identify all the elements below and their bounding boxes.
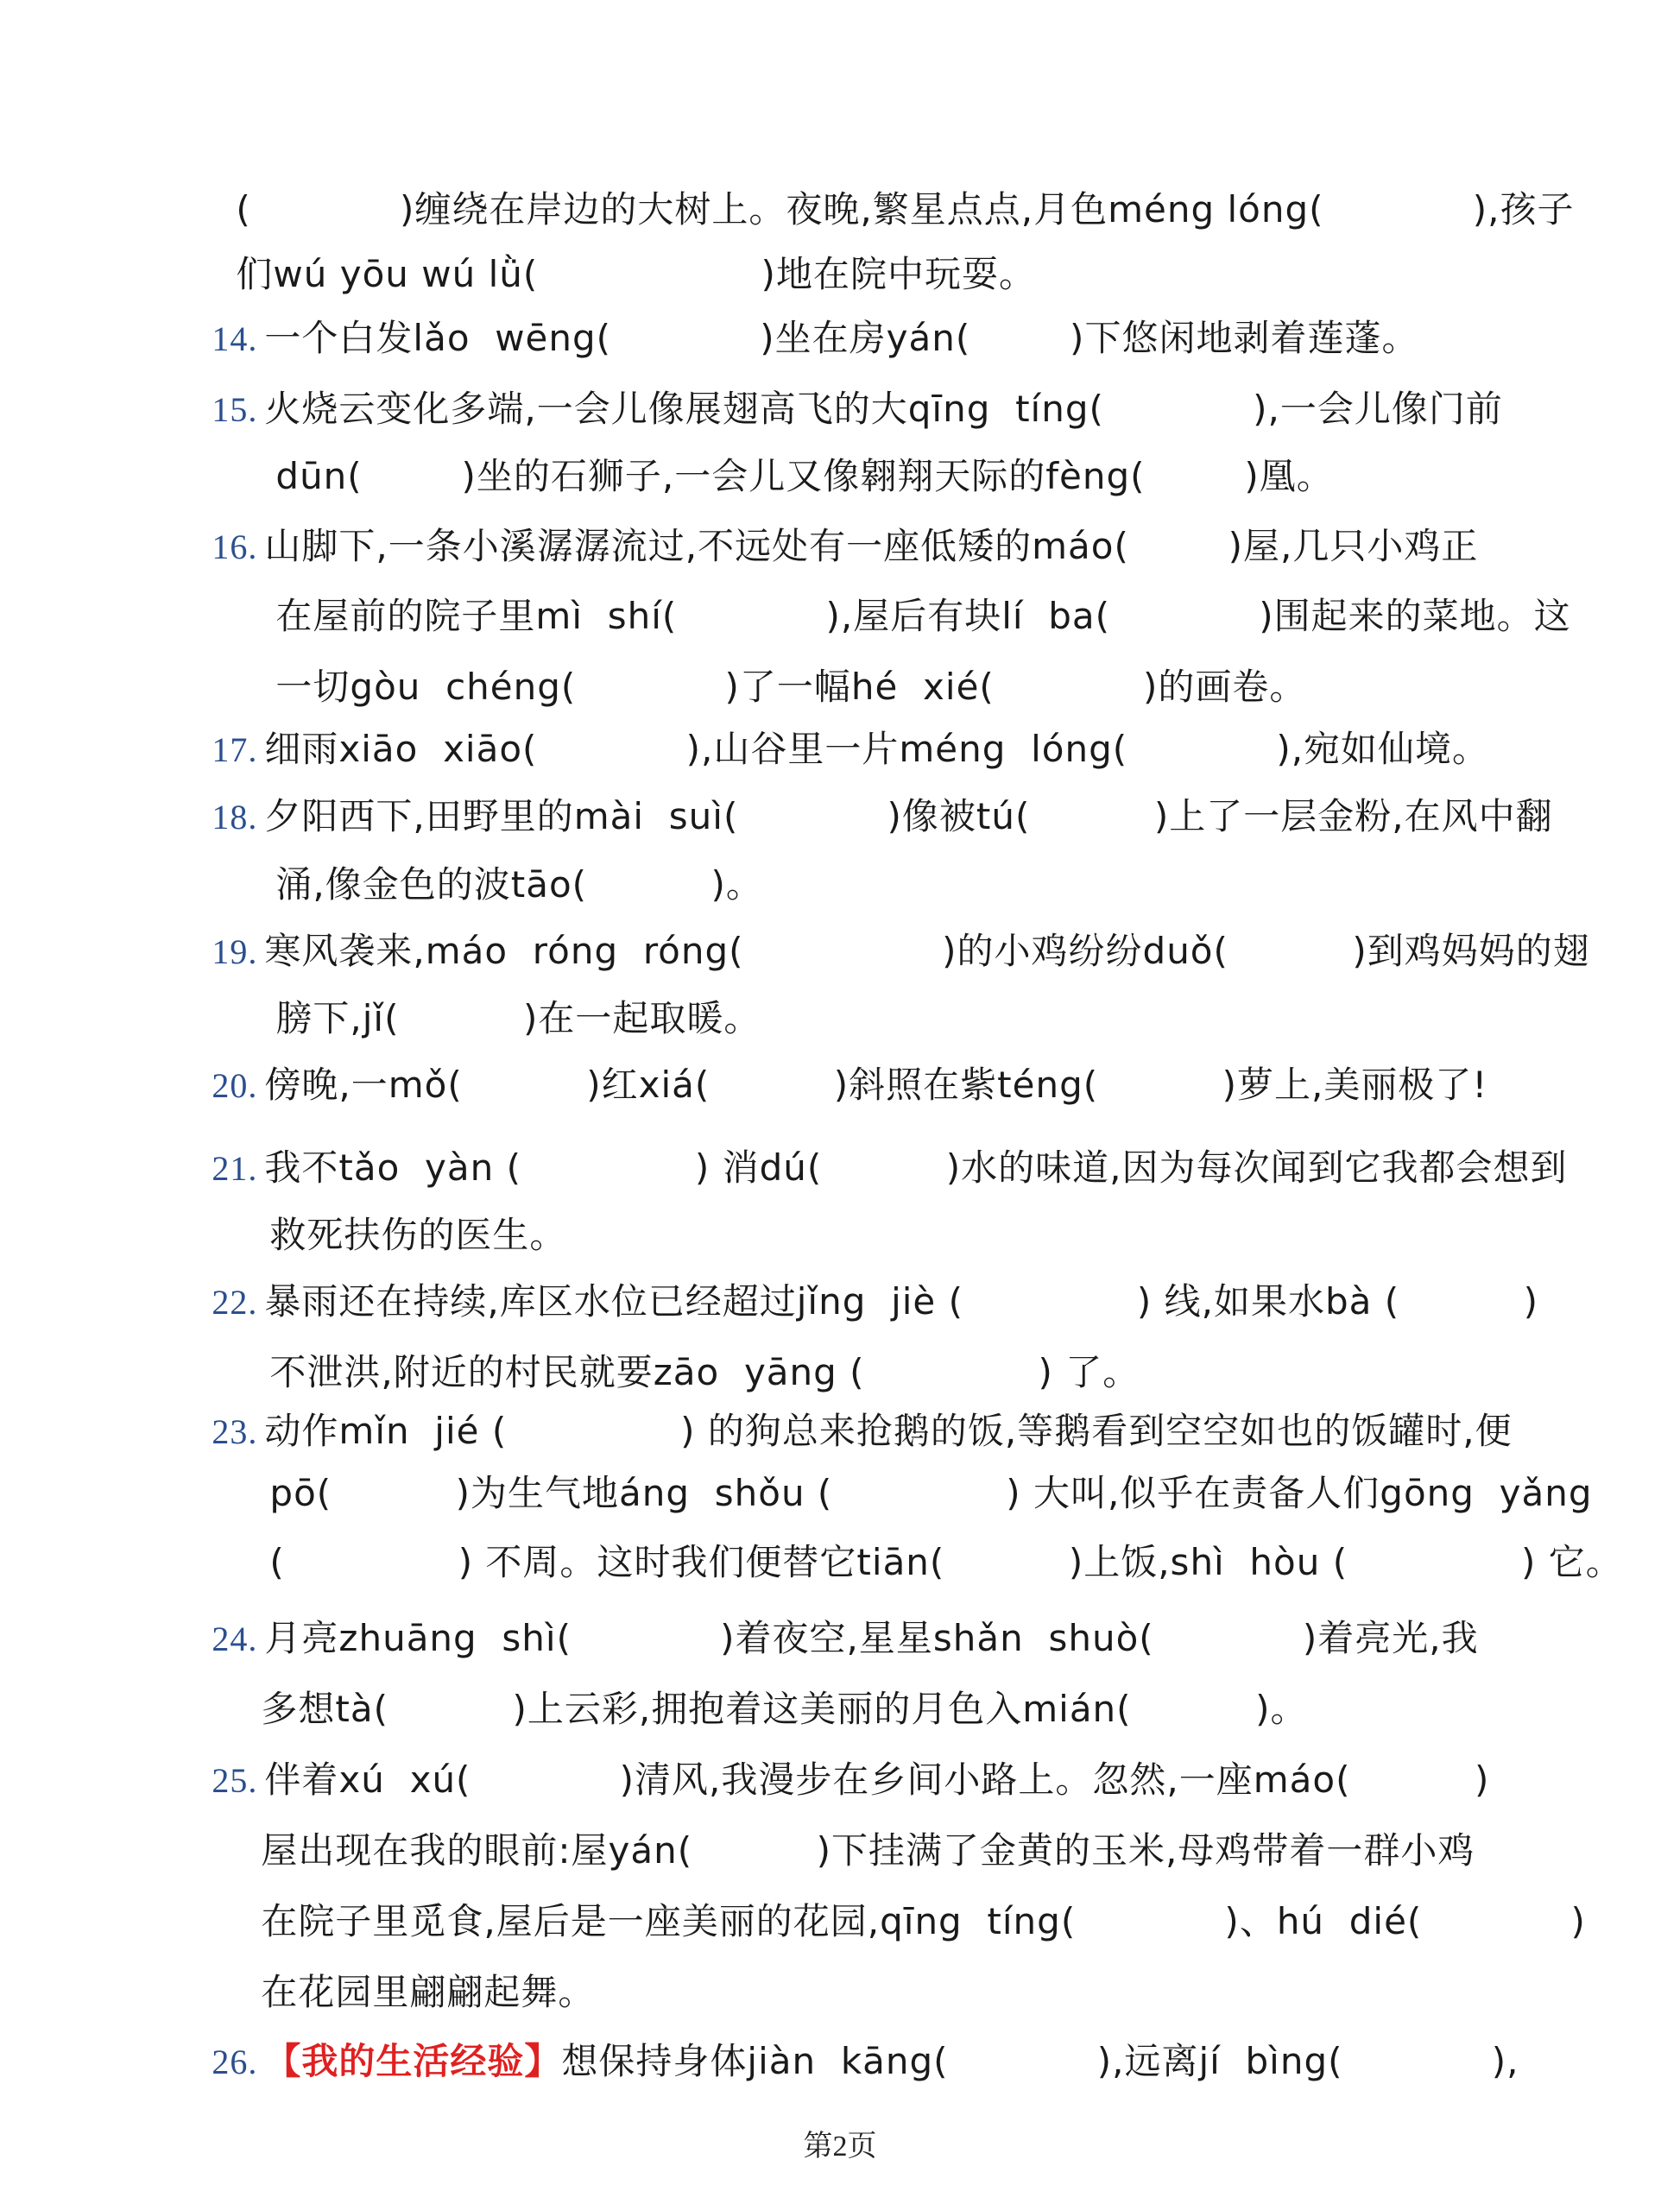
question-number: 15.	[212, 390, 258, 429]
line-text: 在屋前的院子里mì shí( ),屋后有块lí ba( )围起来的菜地。这	[275, 595, 1571, 637]
line-text: dūn( )坐的石狮子,一会儿又像翱翔天际的fèng( )凰。	[275, 455, 1334, 497]
line-text: 多想tà( )上云彩,拥抱着这美丽的月色入mián( )。	[261, 1688, 1308, 1730]
line-text: 寒风袭来,máo róng róng( )的小鸡纷纷duǒ( )到鸡妈妈的翅	[264, 930, 1590, 972]
line-text: 救死扶伤的医生。	[269, 1214, 567, 1256]
question-number: 25.	[212, 1761, 258, 1800]
line-text: 屋出现在我的眼前:屋yán( )下挂满了金黄的玉米,母鸡带着一群小鸡	[261, 1829, 1475, 1872]
line-text: 伴着xú xú( )清风,我漫步在乡间小路上。忽然,一座máo( )	[264, 1759, 1490, 1801]
line-text: ( ) 不周。这时我们便替它tiān( )上饭,shì hòu ( ) 它。	[269, 1541, 1623, 1583]
question-number: 16.	[212, 527, 258, 566]
line-text: 不泄洪,附近的村民就要zāo yāng ( ) 了。	[269, 1351, 1140, 1393]
question-number: 18.	[212, 798, 258, 837]
question-number: 24.	[212, 1620, 258, 1658]
question-number: 14.	[212, 319, 258, 358]
line-text: 膀下,jǐ( )在一起取暖。	[275, 997, 761, 1039]
question-26	[162, 1984, 1519, 2140]
line-text: 我不tǎo yàn ( ) 消dú( )水的味道,因为每次闻到它我都会想到	[264, 1146, 1568, 1189]
question-number: 17.	[212, 730, 258, 769]
line-text: 们wú yōu wú lǜ( )地在院中玩耍。	[236, 253, 1036, 295]
question-number: 22.	[212, 1283, 258, 1322]
line-text: 细雨xiāo xiāo( ),山谷里一片méng lóng( ),宛如仙境。	[264, 728, 1490, 770]
line-text: 涌,像金色的波tāo( )。	[275, 863, 763, 906]
line-text: ( )缠绕在岸边的大树上。夜晚,繁星点点,月色méng lóng( ),孩子	[236, 188, 1575, 230]
question-number: 26.	[212, 2043, 258, 2081]
line-text: 一切gòu chéng( )了一幅hé xié( )的画卷。	[275, 666, 1307, 708]
line-text: 火烧云变化多端,一会儿像展翅高飞的大qīng tíng( ),一会儿像门前	[264, 388, 1503, 430]
question-number: 23.	[212, 1412, 258, 1451]
line-text: 月亮zhuāng shì( )着夜空,星星shǎn shuò( )着亮光,我	[264, 1617, 1479, 1659]
line-text: 暴雨还在持续,库区水位已经超过jǐng jiè ( ) 线,如果水bà ( )	[264, 1280, 1539, 1323]
page-number: 第2页	[803, 2131, 877, 2163]
question-number: 20.	[212, 1066, 258, 1105]
line-text: 山脚下,一条小溪潺潺流过,不远处有一座低矮的máo( )屋,几只小鸡正	[264, 525, 1479, 567]
line-text: 傍晚,一mǒ( )红xiá( )斜照在紫téng( )萝上,美丽极了!	[264, 1064, 1488, 1106]
line-text: 在院子里觅食,屋后是一座美丽的花园,qīng tíng( )、hú dié( )	[261, 1900, 1586, 1942]
line-text: 夕阳西下,田野里的mài suì( )像被tú( )上了一层金粉,在风中翻	[264, 795, 1553, 837]
line-text: 动作mǐn jié ( ) 的狗总来抢鹅的饭,等鹅看到空空如也的饭罐时,便	[264, 1410, 1513, 1452]
question-number: 21.	[212, 1149, 258, 1188]
line-text: 想保持身体jiàn kāng( ),远离jí bìng( ),	[561, 2040, 1519, 2082]
question-number: 19.	[212, 932, 258, 971]
line-text: pō( )为生气地áng shǒu ( ) 大叫,似乎在责备人们gōng yǎng	[269, 1472, 1593, 1514]
line-text: 一个白发lǎo wēng( )坐在房yán( )下悠闲地剥着莲蓬。	[264, 317, 1419, 359]
line-text: 在花园里翩翩起舞。	[261, 1971, 596, 2013]
section-tag: 【我的生活经验】	[264, 2040, 562, 2082]
